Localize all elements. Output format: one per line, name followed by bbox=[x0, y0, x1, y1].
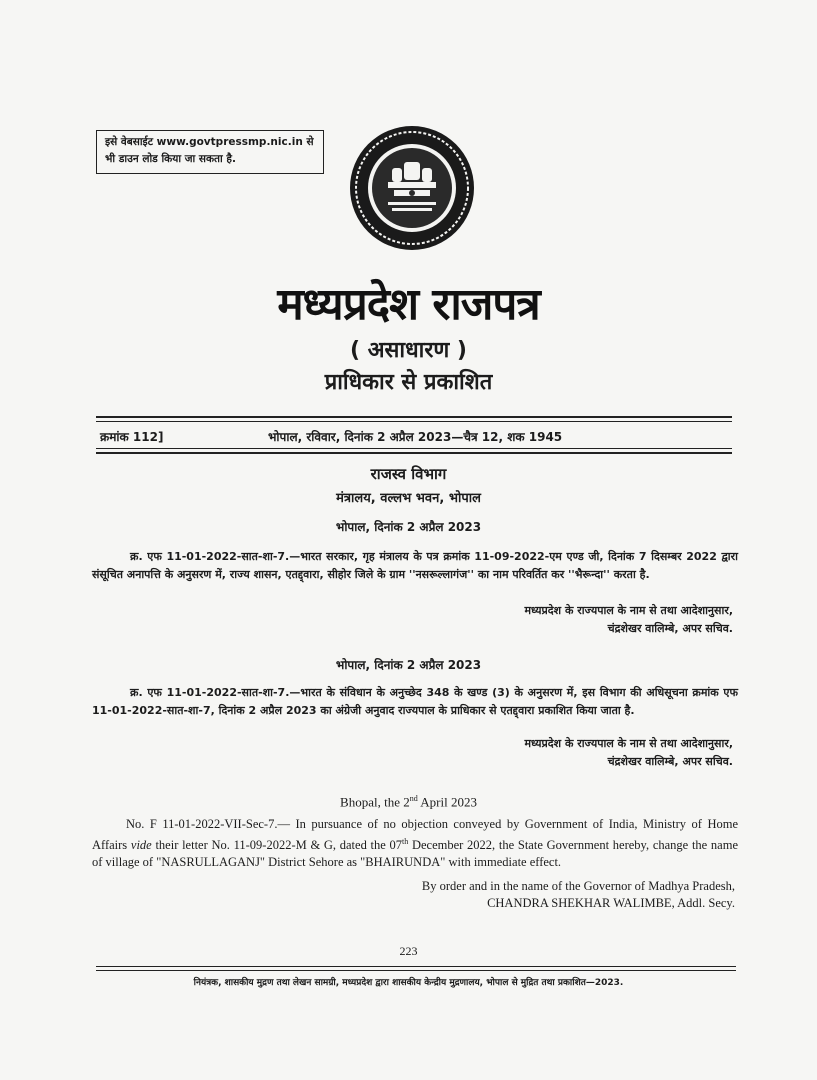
notice1-date: भोपाल, दिनांक 2 अप्रैल 2023 bbox=[335, 520, 482, 534]
english-date-prefix: Bhopal, the 2 bbox=[340, 794, 410, 810]
published-by-authority: प्राधिकार से प्रकाशित bbox=[324, 370, 493, 395]
website-note-line2: भी डाउन लोड किया जा सकता है. bbox=[105, 153, 236, 165]
state-emblem-seal bbox=[348, 124, 476, 252]
notice2-date: भोपाल, दिनांक 2 अप्रैल 2023 bbox=[335, 658, 482, 672]
english-date-suffix: April 2023 bbox=[417, 794, 477, 810]
department-office: मंत्रालय, वल्लभ भवन, भोपाल bbox=[336, 491, 481, 506]
english-text-b: their letter No. 11-09-2022-M & G, dated the 07 bbox=[151, 838, 403, 853]
issue-date: भोपाल, रविवार, दिनांक 2 अप्रैल 2023—चैत्र 12, शक 1945 bbox=[268, 430, 563, 444]
website-note-box bbox=[96, 130, 324, 174]
english-text-sup: th bbox=[402, 837, 409, 846]
issue-number: क्रमांक 112] bbox=[100, 430, 164, 444]
notice1-text: क्र. एफ 11-01-2022-सात-शा-7.—भारत सरकार, गृह मंत्रालय के पत्र क्रमांक 11-09-2022-एम एण्ड जी, दिनांक 7 दिसम्बर 2022 द्वारा संसूचित अनापत्ति के अनुसरण में, राज्य शासन, एतद्द्वारा, सीहोर जिले के ग्राम ''नसरूल्लागंज'' का नाम परिवर्तित कर ''भैरून्दा'' करता है. bbox=[92, 550, 738, 581]
footer-rule-2 bbox=[96, 970, 736, 971]
gazette-title: मध्यप्रदेश राजपत्र bbox=[277, 279, 540, 330]
header-rule-top bbox=[96, 416, 732, 418]
notice1-body bbox=[92, 548, 738, 584]
notice1-signature bbox=[524, 602, 733, 638]
notice1-order-line: मध्यप्रदेश के राज्यपाल के नाम से तथा आदेशानुसार, bbox=[524, 604, 733, 617]
english-date-sup: nd bbox=[409, 794, 418, 803]
notice2-signatory: चंद्रशेखर वालिम्बे, अपर सचिव. bbox=[607, 755, 733, 768]
english-text-a: No. F 11-01-2022-VII-Sec-7.— In pursuance of no objection conveyed by Government of India, Ministry of Home Affairs bbox=[92, 817, 738, 853]
english-signatory: CHANDRA SHEKHAR WALIMBE, Addl. Secy. bbox=[487, 896, 735, 910]
notice2-body bbox=[92, 684, 738, 720]
english-order-line: By order and in the name of the Governor of Madhya Pradesh, bbox=[421, 879, 735, 893]
website-note-line1: इसे वेबसाईट www.govtpressmp.nic.in से bbox=[105, 136, 314, 148]
english-signature bbox=[422, 878, 735, 912]
notice2-signature bbox=[524, 735, 733, 771]
notice1-signatory: चंद्रशेखर वालिम्बे, अपर सचिव. bbox=[607, 622, 733, 635]
english-text-c: December 2022, the State Government hereby, change the name of village of "NASRULLAGANJ" District Sehore as "BHAIRUNDA" with immediate effect. bbox=[92, 838, 738, 870]
header-rule-bottom bbox=[96, 452, 732, 454]
header-rule-top-thin bbox=[96, 421, 732, 422]
printer-imprint: नियंत्रक, शासकीय मुद्रण तथा लेखन सामग्री, मध्यप्रदेश द्वारा शासकीय केन्द्रीय मुद्रणालय, भोपाल से मुद्रित तथा प्रकाशित—2023. bbox=[193, 978, 624, 988]
page-number: 223 bbox=[399, 944, 418, 958]
footer-rule-1 bbox=[96, 966, 736, 967]
english-text-vide: vide bbox=[130, 838, 152, 853]
notice2-order-line: मध्यप्रदेश के राज्यपाल के नाम से तथा आदेशानुसार, bbox=[524, 737, 733, 750]
english-notice-body bbox=[92, 816, 738, 871]
header-rule-bottom-thin bbox=[96, 448, 732, 449]
department-name: राजस्व विभाग bbox=[370, 465, 447, 483]
notice2-text: क्र. एफ 11-01-2022-सात-शा-7.—भारत के संविधान के अनुच्छेद 348 के खण्ड (3) के अनुसरण में, इस विभाग की अधिसूचना क्रमांक एफ 11-01-2022-सात-शा-7, दिनांक 2 अप्रैल 2023 का अंग्रेजी अनुवाद राज्यपाल के प्राधिकार से एतद्द्वारा प्रकाशित किया जाता है. bbox=[92, 686, 738, 717]
english-notice-date bbox=[0, 794, 817, 810]
gazette-extraordinary-label: ( असाधारण ) bbox=[350, 338, 467, 363]
